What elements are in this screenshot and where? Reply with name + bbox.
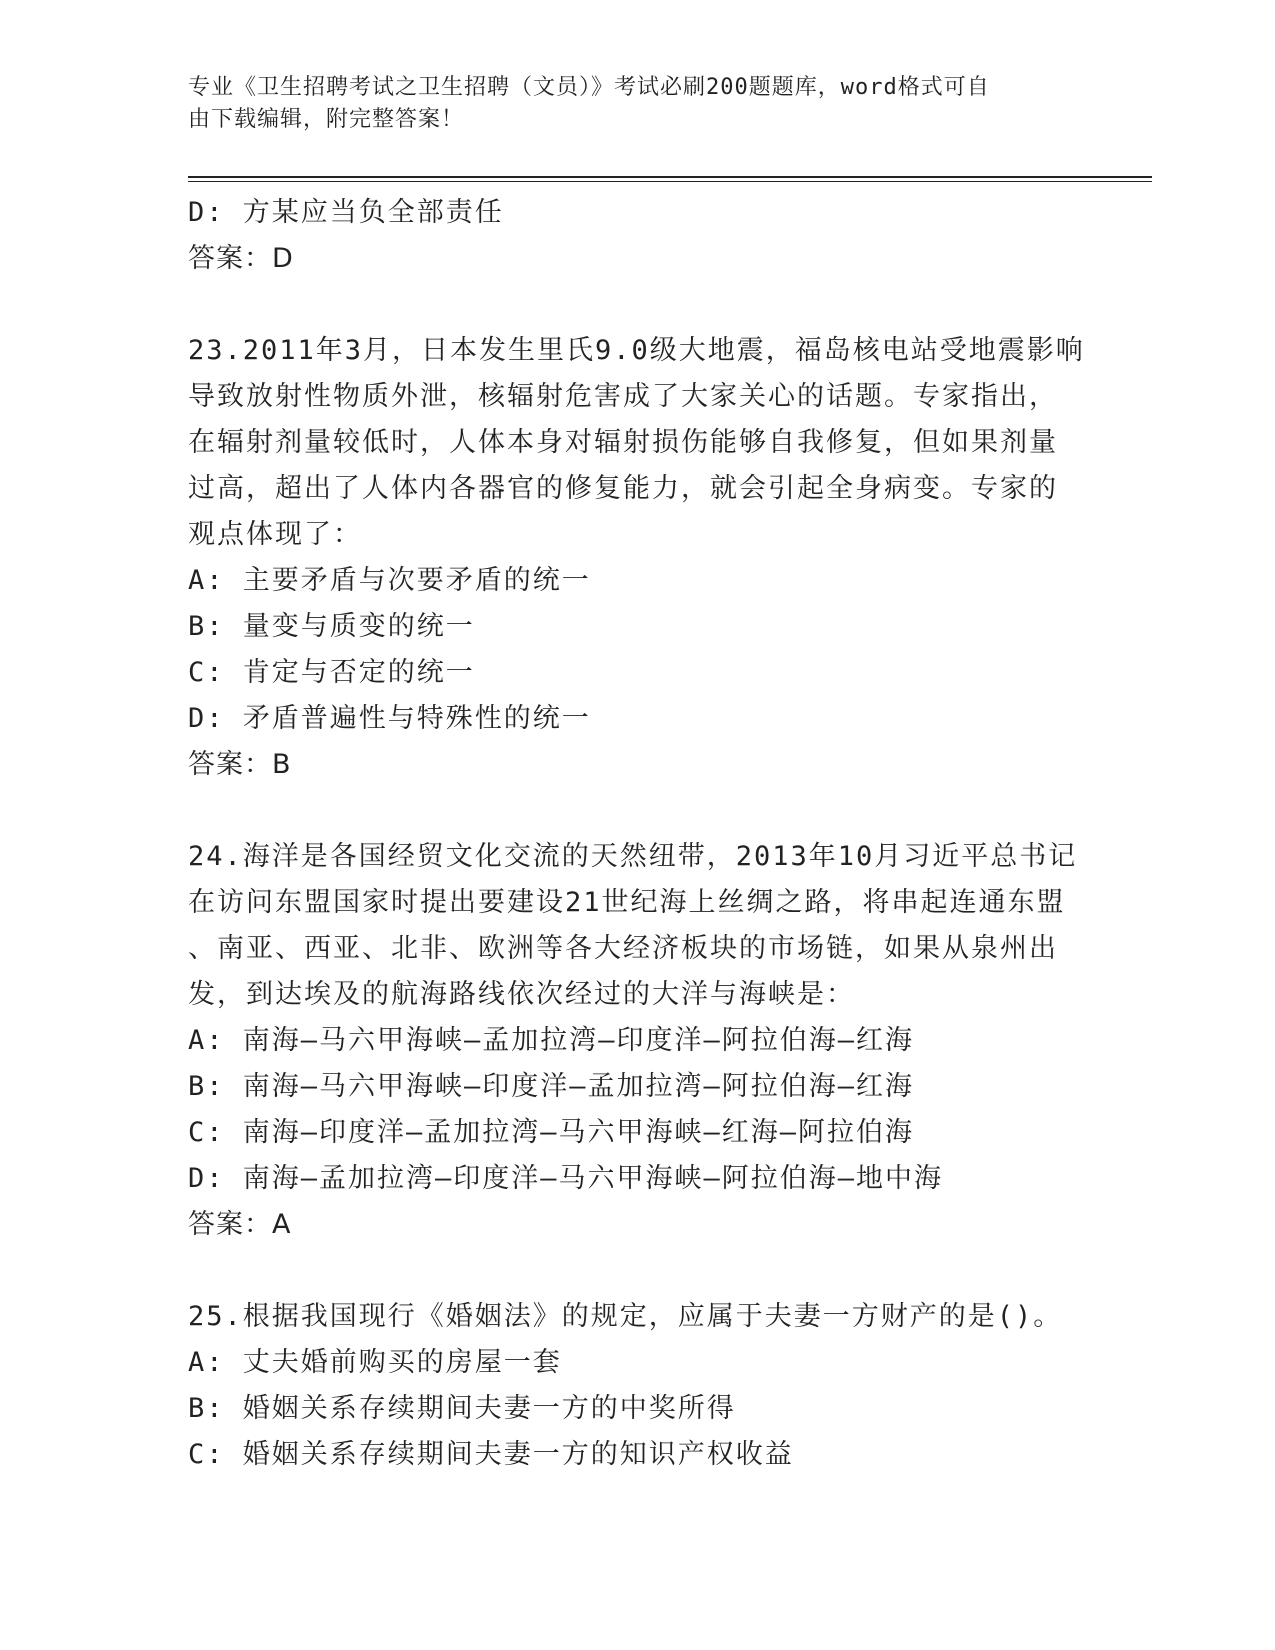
question-stem-line: 24.海洋是各国经贸文化交流的天然纽带，2013年10月习近平总书记 <box>188 841 1078 872</box>
question-stem-line: 导致放射性物质外泄，核辐射危害成了大家关心的话题。专家指出， <box>188 381 1058 412</box>
option-b: B: 量变与质变的统一 <box>188 611 475 642</box>
option-b: B: 婚姻关系存续期间夫妻一方的中奖所得 <box>188 1393 736 1424</box>
header-line: 由下载编辑，附完整答案！ <box>188 107 465 132</box>
header-line: 专业《卫生招聘考试之卫生招聘（文员）》考试必刷200题题库，word格式可自 <box>188 75 990 100</box>
question-stem-line: 25.根据我国现行《婚姻法》的规定，应属于夫妻一方财产的是()。 <box>188 1301 1063 1332</box>
answer-line: 答案：B <box>188 749 292 780</box>
question-stem-line: 在访问东盟国家时提出要建设21世纪海上丝绸之路，将串起连通东盟 <box>188 887 1066 918</box>
option-c: C: 婚姻关系存续期间夫妻一方的知识产权收益 <box>188 1439 794 1470</box>
question-stem-line: 观点体现了： <box>188 519 362 550</box>
question-stem-line: 过高，超出了人体内各器官的修复能力，就会引起全身病变。专家的 <box>188 473 1058 504</box>
question-stem-line: 23.2011年3月，日本发生里氏9.0级大地震，福岛核电站受地震影响 <box>188 335 1085 366</box>
question-content <box>188 190 1088 1478</box>
option-d: D: 方某应当负全部责任 <box>188 197 504 228</box>
question-25 <box>188 1294 1088 1478</box>
question-24 <box>188 834 1088 1248</box>
question-stem-line: 、南亚、西亚、北非、欧洲等各大经济板块的市场链，如果从泉州出 <box>188 933 1058 964</box>
spacer <box>188 282 1088 328</box>
question-stem-line: 在辐射剂量较低时，人体本身对辐射损伤能够自我修复，但如果剂量 <box>188 427 1058 458</box>
option-b: B: 南海—马六甲海峡—印度洋—孟加拉湾—阿拉伯海—红海 <box>188 1071 915 1102</box>
answer-line: 答案：A <box>188 1209 292 1240</box>
option-a: A: 丈夫婚前购买的房屋一套 <box>188 1347 562 1378</box>
option-a: A: 主要矛盾与次要矛盾的统一 <box>188 565 591 596</box>
document-header <box>188 72 1078 136</box>
option-c: C: 南海—印度洋—孟加拉湾—马六甲海峡—红海—阿拉伯海 <box>188 1117 915 1148</box>
header-rule <box>188 176 1152 178</box>
option-a: A: 南海—马六甲海峡—孟加拉湾—印度洋—阿拉伯海—红海 <box>188 1025 915 1056</box>
question-23 <box>188 328 1088 788</box>
spacer <box>188 1248 1088 1294</box>
option-c: C: 肯定与否定的统一 <box>188 657 475 688</box>
spacer <box>188 788 1088 834</box>
option-d: D: 矛盾普遍性与特殊性的统一 <box>188 703 591 734</box>
header-rule-thin <box>188 181 1152 182</box>
option-d: D: 南海—孟加拉湾—印度洋—马六甲海峡—阿拉伯海—地中海 <box>188 1163 944 1194</box>
answer-line: 答案：D <box>188 243 294 274</box>
question-stem-line: 发，到达埃及的航海路线依次经过的大洋与海峡是： <box>188 979 855 1010</box>
